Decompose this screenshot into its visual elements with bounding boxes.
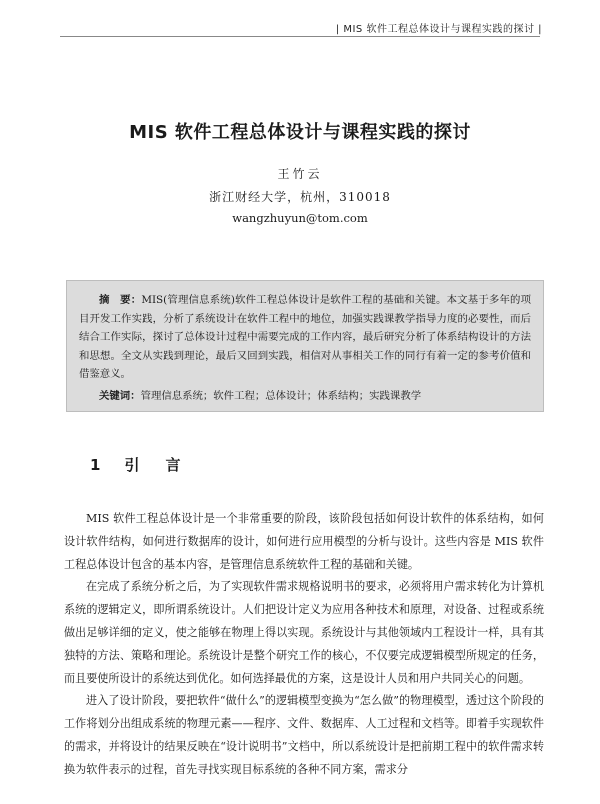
abstract-text: MIS(管理信息系统)软件工程总体设计是软件工程的基础和关键。本文基于多年的项目开发工作实践，分析了系统设计在软件工程中的地位，加强实践课教学指导力度的必要性，而后结合工作实际，探讨了总体设计过程中需要完成的工作内容，最后研究分析了体系结构设计的方法和思想。全文从实践到理论，最后又回到实践，相信对从事相关工作的同行有着一定的参考价值和借鉴意义。 [79, 294, 532, 381]
author-email: wangzhuyun@tom.com [232, 211, 368, 225]
running-header: | MIS 软件工程总体设计与课程实践的探讨 | [335, 24, 542, 35]
abstract [79, 291, 531, 384]
paragraph: 在完成了系统分析之后，为了实现软件需求规格说明书的要求，必须将用户需求转化为计算机系统的逻辑定义，即所谓系统设计。人们把设计定义为应用各种技术和原理，对设备、过程或系统做出足够详细的定义，使之能够在物理上得以实现。系统设计与其他领域内工程设计一样，具有其独特的方法、策略和理论。系统设计是整个研究工作的核心，不仅要完成逻辑模型所规定的任务，而且要使所设计的系统达到优化。如何选择最优的方案，这是设计人员和用户共同关心的问题。 [64, 580, 544, 685]
paper-title: MIS 软件工程总体设计与课程实践的探讨 [129, 122, 471, 143]
section-heading [90, 454, 206, 475]
keywords-label: 关键词： [99, 389, 141, 402]
keywords-text: 管理信息系统；软件工程；总体设计；体系结构；实践课教学 [140, 389, 422, 402]
body-text [64, 508, 544, 782]
author-affiliation: 浙江财经大学，杭州，310018 [209, 190, 391, 204]
author-name: 王竹云 [277, 167, 323, 181]
header-rule [60, 36, 540, 37]
paragraph: MIS 软件工程总体设计是一个非常重要的阶段，该阶段包括如何设计软件的体系结构，如何设计软件结构，如何进行数据库的设计，如何进行应用模型的分析与设计。这些内容是 MIS 软件工程总体设计包含的基本内容，是管理信息系统软件工程的基础和关键。 [64, 512, 544, 571]
keywords [79, 387, 531, 405]
paragraph: 进入了设计阶段，要把软件“做什么”的逻辑模型变换为“怎么做”的物理模型，透过这个阶段的工作将划分出组成系统的物理元素——程序、文件、数据库、人工过程和文档等。即着手实现软件的需求，并将设计的结果反映在“设计说明书”文档中，所以系统设计是把前期工程中的软件需求转换为软件表示的过程，首先寻找实现目标系统的各种不同方案，需求分 [64, 694, 544, 776]
abstract-label: 摘 要： [99, 294, 142, 306]
section-title: 引言 [124, 456, 207, 474]
abstract-box [66, 280, 544, 412]
section-number: 1 [90, 456, 101, 474]
